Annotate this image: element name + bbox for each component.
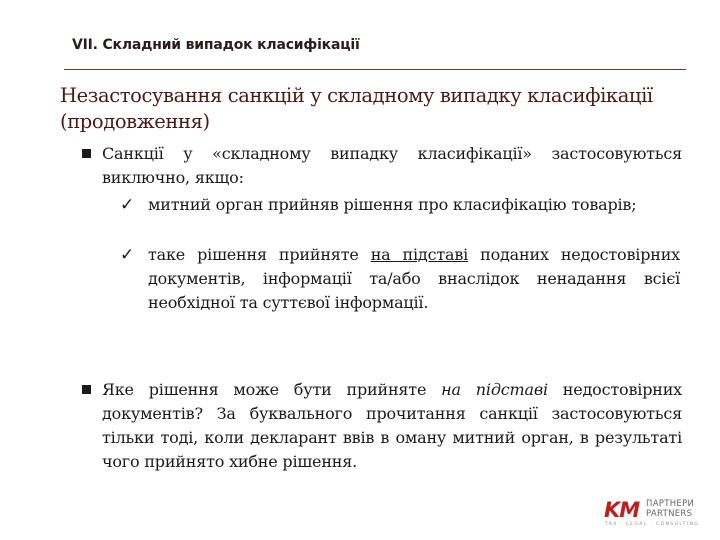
check-text-after: поданих недостовірних документів, інформації та/або внаслідок ненадання всієї необхідної та суттєвої інформації. — [148, 245, 681, 312]
km-partners-logo — [604, 498, 700, 528]
section-title: VII. Складний випадок класифікації — [72, 37, 360, 53]
square-bullet-icon — [82, 385, 91, 394]
slide-heading — [60, 83, 710, 135]
bullet-text-before: Яке рішення може бути прийняте — [102, 380, 442, 399]
bullet-question — [82, 378, 682, 474]
logo-line-2: PARTNERS — [646, 509, 693, 519]
check-item-text: митний орган прийняв рішення про класифікацію товарів; — [148, 195, 637, 214]
bullet-text: Санкції у «складному випадку класифікації» застосовуються виключно, якщо: — [102, 144, 682, 187]
checkmark-icon: ✓ — [120, 245, 135, 265]
title-divider — [64, 69, 686, 70]
check-text-before: таке рішення прийняте — [148, 245, 371, 264]
square-bullet-icon — [82, 149, 91, 158]
logo-tagline: TAX . LEGAL . CONSULTING — [605, 522, 700, 527]
heading-line-2: (продовження) — [60, 110, 210, 133]
bullet-sanctions-conditions — [82, 142, 682, 190]
check-item-based-on-false-documents — [120, 243, 680, 315]
check-item-decision-made — [120, 193, 680, 217]
bullet-text — [102, 378, 682, 474]
logo-km: KM — [604, 498, 640, 522]
check-item-text — [148, 243, 680, 315]
checkmark-icon: ✓ — [120, 195, 135, 215]
heading-line-1: Незастосування санкцій у складному випадку класифікації — [60, 84, 653, 107]
logo-line-1: ПАРТНЕРИ — [646, 499, 695, 509]
bullet-text-after: недостовірних документів? За буквального прочитання санкції застосовуються тільки тоді, коли декларант ввів в оману митний орган, в результаті чого прийнято хибне рішення. — [102, 380, 682, 471]
bullet-text-italic: на підставі — [441, 380, 548, 399]
check-text-underlined: на підставі — [370, 245, 469, 264]
